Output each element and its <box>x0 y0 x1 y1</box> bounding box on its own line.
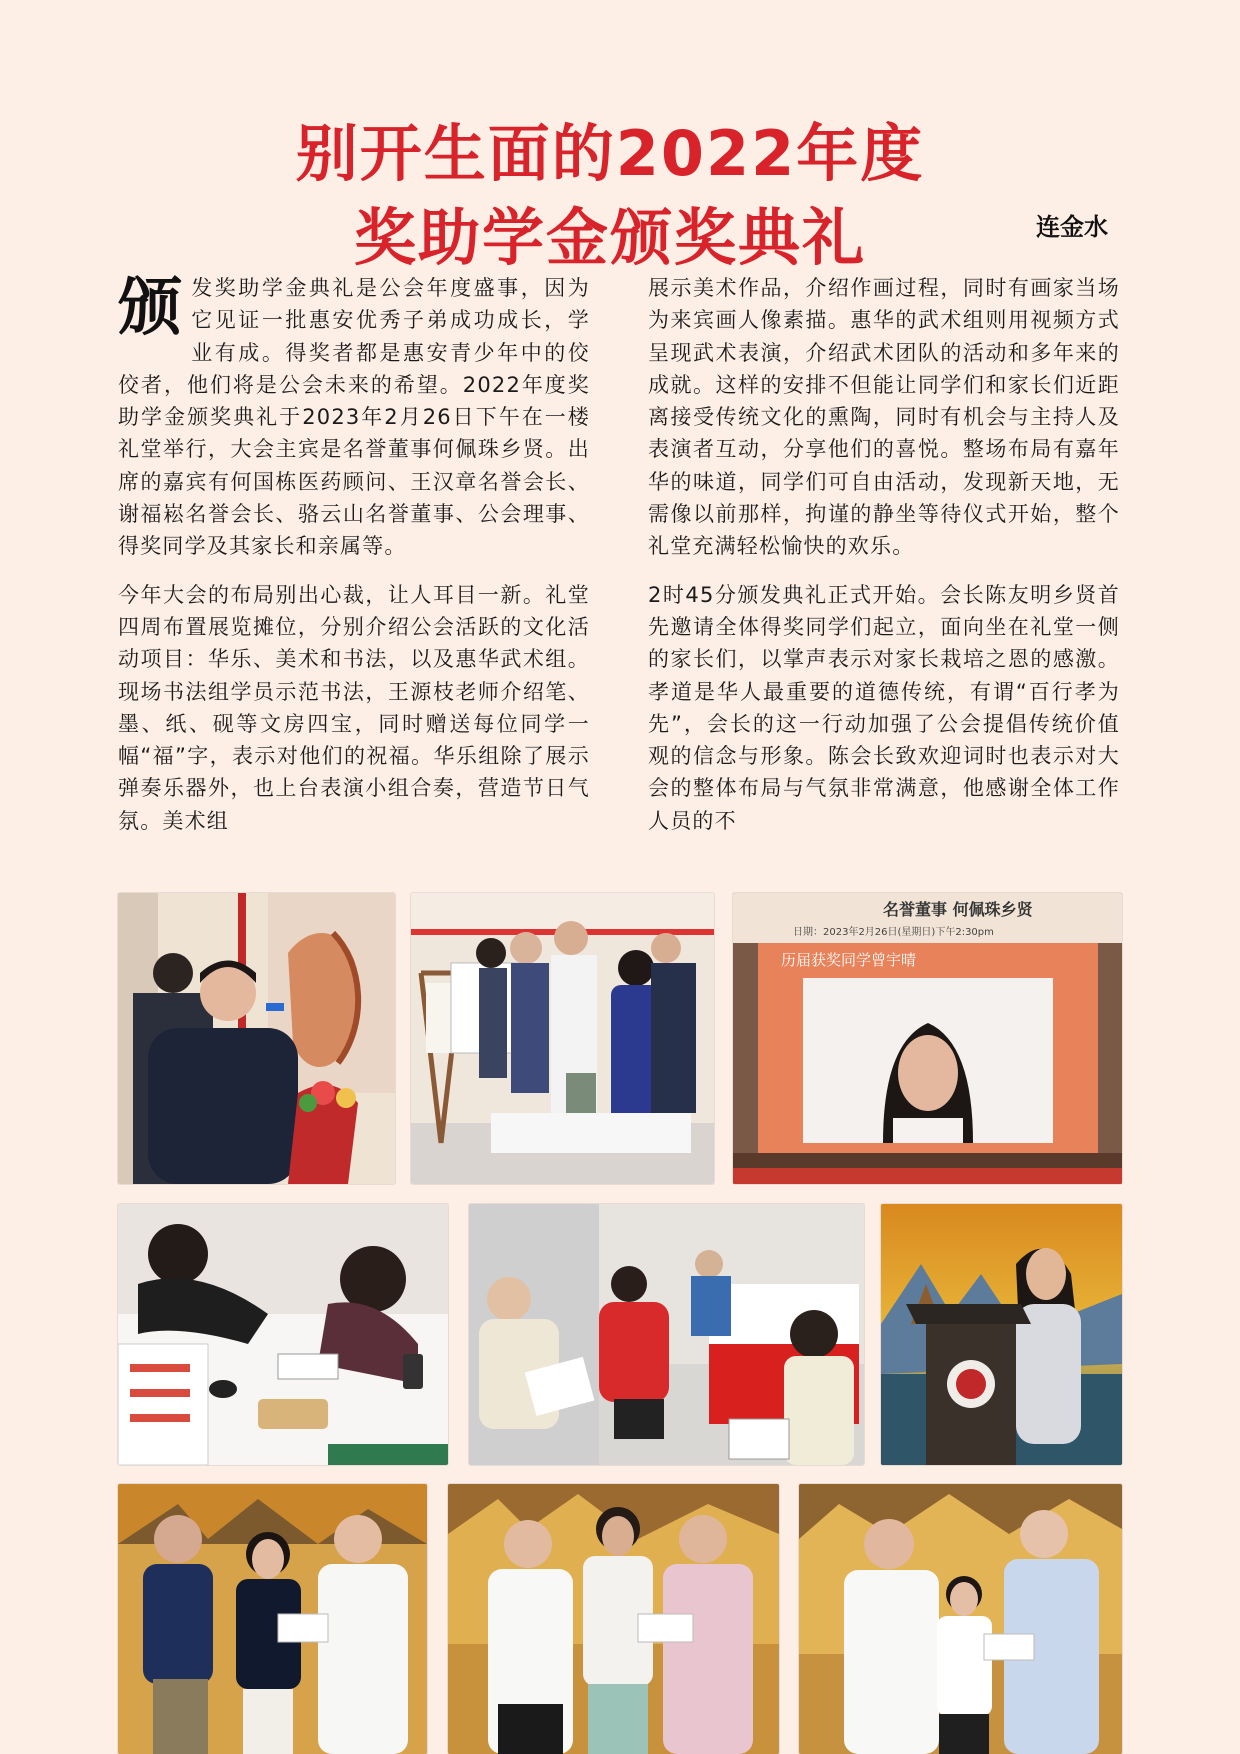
left-column <box>118 272 590 853</box>
photo-award-presentation-1 <box>118 1484 427 1754</box>
title-line-2: 奖助学金颁奖典礼 <box>353 201 866 274</box>
paragraph-1-text: 发奖助学金典礼是公会年度盛事，因为它见证一批惠安优秀子弟成功成长，学业有成。得奖者都是惠安青少年中的佼佼者，他们将是公会未来的希望。2022年度奖助学金颁奖典礼于2023年2月26日下午在一楼礼堂举行，大会主宾是名誉董事何佩珠乡贤。出席的嘉宾有何国栋医药顾问、王汉章名誉会长、谢福崧名誉会长、骆云山名誉董事、公会理事、得奖同学及其家长和亲属等。 <box>118 276 590 559</box>
paragraph-2: 今年大会的布局别出心裁，让人耳目一新。礼堂四周布置展览摊位，分别介绍公会活跃的文化活动项目：华乐、美术和书法，以及惠华武术组。现场书法组学员示范书法，王源枝老师介绍笔、墨、纸、砚等文房四宝，同时赠送每位同学一幅“福”字，表示对他们的祝福。华乐组除了展示弹奏乐器外，也上台表演小组合奏，营造节日气氛。美术组 <box>118 582 590 833</box>
photo-speaker-at-podium <box>881 1204 1122 1465</box>
paragraph-1 <box>118 272 590 563</box>
photo-video-screen <box>733 893 1122 1184</box>
right-column <box>648 272 1120 853</box>
screen-caption-text: 历届获奖同学曾宇晴 <box>781 951 917 969</box>
photo-students-viewing-art <box>411 893 714 1184</box>
title-line-1: 别开生面的2022年度 <box>295 117 925 190</box>
photo-award-presentation-2 <box>448 1484 779 1754</box>
screen-banner-text: 名誉董事 何佩珠乡贤 <box>883 900 1033 919</box>
photo-calligraphy-demo <box>118 1204 448 1465</box>
drop-cap: 颁 <box>118 271 184 345</box>
screen-date-text: 日期：2023年2月26日(星期日)下午2:30pm <box>793 927 994 938</box>
photo-award-presentation-3 <box>799 1484 1122 1754</box>
paragraph-3: 展示美术作品，介绍作画过程，同时有画家当场为来宾画人像素描。惠华的武术组则用视频方式呈现武术表演，介绍武术团队的活动和多年来的成就。这样的安排不但能让同学们和家长们近距离接受传统文化的熏陶，同时有机会与主持人及表演者互动，分享他们的喜悦。整场布局有嘉年华的味道，同学们可自由活动，发现新天地，无需像以前那样，拘谨的静坐等待仪式开始，整个礼堂充满轻松愉快的欢乐。 <box>648 276 1120 559</box>
article-title <box>0 112 1240 280</box>
photo-portrait-sketching <box>469 1204 864 1465</box>
paragraph-4: 2时45分颁发典礼正式开始。会长陈友明乡贤首先邀请全体得奖同学们起立，面向坐在礼堂一侧的家长们，以掌声表示对家长栽培之恩的感激。孝道是华人最重要的道德传统，有谓“百行孝为先”，会长的这一行动加强了公会提倡传统价值观的信念与形象。陈会长致欢迎词时也表示对大会的整体布局与气氛非常满意，他感谢全体工作人员的不 <box>648 582 1120 833</box>
photo-speaker-with-microphone <box>118 893 395 1184</box>
author-name: 连金水 <box>1036 213 1108 241</box>
